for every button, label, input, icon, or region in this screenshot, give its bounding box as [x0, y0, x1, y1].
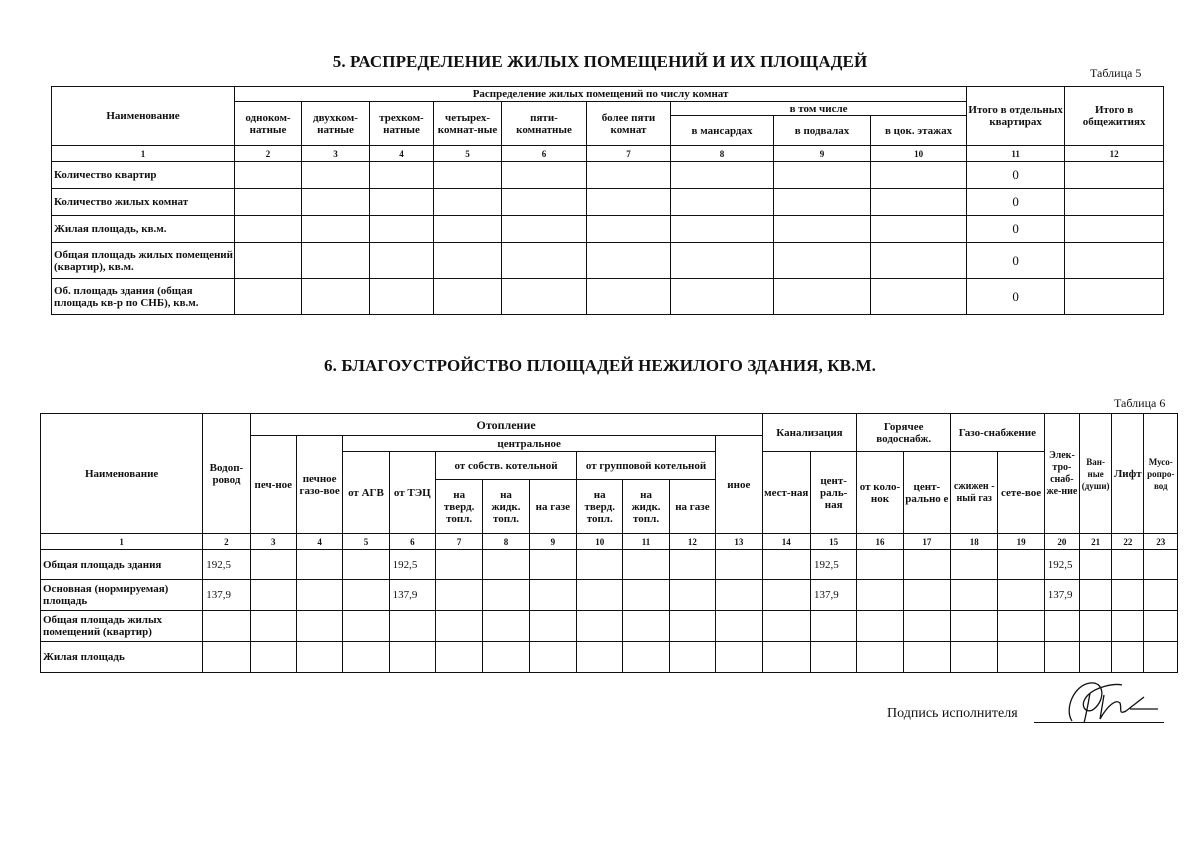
t6-row-water: 192,5 [203, 550, 250, 580]
table-row [41, 611, 1178, 642]
t6-h-solid: на тверд. топл. [577, 480, 623, 534]
t5-h-room5: пяти-комнатные [502, 102, 587, 146]
t5-h-basement: в подвалах [774, 116, 871, 146]
t6-h-stove: печ-ное [250, 436, 296, 534]
t6-num: 23 [1144, 534, 1178, 550]
t6-num: 2 [203, 534, 250, 550]
t6-h-from-col: от коло-нок [857, 452, 903, 534]
t5-num: 10 [871, 146, 967, 162]
t5-row-name: Количество квартир [52, 162, 235, 189]
table6-title: 6. БЛАГОУСТРОЙСТВО ПЛОЩАДЕЙ НЕЖИЛОГО ЗДАНИЯ, КВ.М. [324, 356, 876, 375]
t6-row-central-sewer: 192,5 [810, 550, 856, 580]
signature-mark [1060, 675, 1160, 730]
t6-h-lift: Лифт [1112, 414, 1144, 534]
t6-num: 1 [41, 534, 203, 550]
t6-h-tec: от ТЭЦ [389, 452, 435, 534]
t6-num: 12 [669, 534, 715, 550]
t5-num: 1 [52, 146, 235, 162]
t6-num: 17 [903, 534, 950, 550]
table-row [52, 216, 1164, 243]
t5-row-total: 0 [967, 243, 1065, 279]
t6-num: 6 [389, 534, 435, 550]
t6-h-solid: на тверд. топл. [435, 480, 482, 534]
t6-num: 18 [951, 534, 998, 550]
t6-row-name: Общая площадь здания [41, 550, 203, 580]
t5-num: 5 [434, 146, 502, 162]
t6-h-net: сете-вое [998, 452, 1044, 534]
t6-num: 7 [435, 534, 482, 550]
t6-row-name: Основная (нормируемая) площадь [41, 580, 203, 611]
t6-h-gas-supply: Газо-снабжение [951, 414, 1045, 452]
t6-h-own-boiler: от собств. котельной [435, 452, 576, 480]
t6-num: 11 [623, 534, 669, 550]
t5-row-name: Количество жилых комнат [52, 189, 235, 216]
t5-h-room2: двухком-натные [302, 102, 370, 146]
t6-h-bath: Ван-ные (души) [1080, 414, 1112, 534]
t6-h-central: центральное [343, 436, 716, 452]
t6-num: 21 [1080, 534, 1112, 550]
table5 [51, 86, 1164, 315]
t6-num: 8 [483, 534, 529, 550]
t5-h-incl: в том числе [671, 102, 967, 116]
t6-num: 20 [1044, 534, 1079, 550]
t6-row-tec: 192,5 [389, 550, 435, 580]
t5-num: 7 [587, 146, 671, 162]
t5-num: 9 [774, 146, 871, 162]
t6-num: 3 [250, 534, 296, 550]
t5-num: 6 [502, 146, 587, 162]
t5-num: 2 [235, 146, 302, 162]
t6-h-liquid: на жидк. топл. [483, 480, 529, 534]
t6-num: 15 [810, 534, 856, 550]
t5-h-room3: трехком-натные [370, 102, 434, 146]
table-row [52, 279, 1164, 315]
t5-num: 4 [370, 146, 434, 162]
t5-num: 8 [671, 146, 774, 162]
t6-h-water: Водоп-ровод [203, 414, 250, 534]
t6-h-name: Наименование [41, 414, 203, 534]
t6-num: 10 [577, 534, 623, 550]
t5-h-total-apts: Итого в отдельных квартирах [967, 87, 1065, 146]
table-row [41, 550, 1178, 580]
t6-h-heating: Отопление [250, 414, 762, 436]
t5-row-total: 0 [967, 189, 1065, 216]
table-row [41, 642, 1178, 673]
t6-h-liquid: на жидк. топл. [623, 480, 669, 534]
t6-h-central-sewer: цент-раль-ная [810, 452, 856, 534]
t5-h-room1: одноком-натные [235, 102, 302, 146]
t5-h-dist: Распределение жилых помещений по числу комнат [235, 87, 967, 102]
t6-h-other: иное [716, 436, 763, 534]
table-row [52, 162, 1164, 189]
t6-row-electric: 137,9 [1044, 580, 1079, 611]
t5-row-name: Общая площадь жилых помещений (квартир), кв.м. [52, 243, 235, 279]
t5-num: 3 [302, 146, 370, 162]
t5-row-name: Жилая площадь, кв.м. [52, 216, 235, 243]
t6-num: 5 [343, 534, 389, 550]
table-row [52, 189, 1164, 216]
t6-num: 4 [296, 534, 342, 550]
t5-h-attic: в мансардах [671, 116, 774, 146]
t5-h-room4: четырех-комнат-ные [434, 102, 502, 146]
t5-h-total-dorms: Итого в общежитиях [1065, 87, 1164, 146]
t6-num: 14 [762, 534, 810, 550]
t6-h-trash: Мусо-ропро-вод [1144, 414, 1178, 534]
t6-h-electric: Элек-тро-снаб-же-ние [1044, 414, 1079, 534]
t6-row-central-sewer: 137,9 [810, 580, 856, 611]
table5-tag: Таблица 5 [1090, 66, 1142, 80]
t5-row-name: Об. площадь здания (общая площадь кв-р по СНБ), кв.м. [52, 279, 235, 315]
t6-num: 16 [857, 534, 903, 550]
t6-h-local: мест-ная [762, 452, 810, 534]
t5-row-total: 0 [967, 279, 1065, 315]
t6-h-central-hw: цент-рально е [903, 452, 950, 534]
t6-num: 9 [529, 534, 576, 550]
t6-num: 22 [1112, 534, 1144, 550]
t6-row-name: Жилая площадь [41, 642, 203, 673]
t6-h-gas: на газе [669, 480, 715, 534]
t6-row-water: 137,9 [203, 580, 250, 611]
t6-row-name: Общая площадь жилых помещений (квартир) [41, 611, 203, 642]
signature-label: Подпись исполнителя [887, 706, 1018, 721]
t6-h-lpg: сжижен - ный газ [951, 452, 998, 534]
t6-h-sewer: Канализация [762, 414, 857, 452]
t6-h-hotwater: Горячее водоснабж. [857, 414, 951, 452]
t6-h-group-boiler: от групповой котельной [577, 452, 716, 480]
t5-row-total: 0 [967, 216, 1065, 243]
t6-num: 13 [716, 534, 763, 550]
t6-h-gas: на газе [529, 480, 576, 534]
t5-row-total: 0 [967, 162, 1065, 189]
t6-h-stove-gas: печное газо-вое [296, 436, 342, 534]
t6-h-agv: от АГВ [343, 452, 389, 534]
t6-row-electric: 192,5 [1044, 550, 1079, 580]
t5-h-room6: более пяти комнат [587, 102, 671, 146]
t5-num: 12 [1065, 146, 1164, 162]
t5-num: 11 [967, 146, 1065, 162]
table6-tag: Таблица 6 [1114, 396, 1166, 410]
table6 [40, 413, 1178, 673]
t6-num: 19 [998, 534, 1044, 550]
t5-h-name: Наименование [52, 87, 235, 146]
t6-row-tec: 137,9 [389, 580, 435, 611]
t5-h-ground: в цок. этажах [871, 116, 967, 146]
table-row [52, 243, 1164, 279]
table5-title: 5. РАСПРЕДЕЛЕНИЕ ЖИЛЫХ ПОМЕЩЕНИЙ И ИХ ПЛОЩАДЕЙ [332, 52, 868, 71]
table-row [41, 580, 1178, 611]
